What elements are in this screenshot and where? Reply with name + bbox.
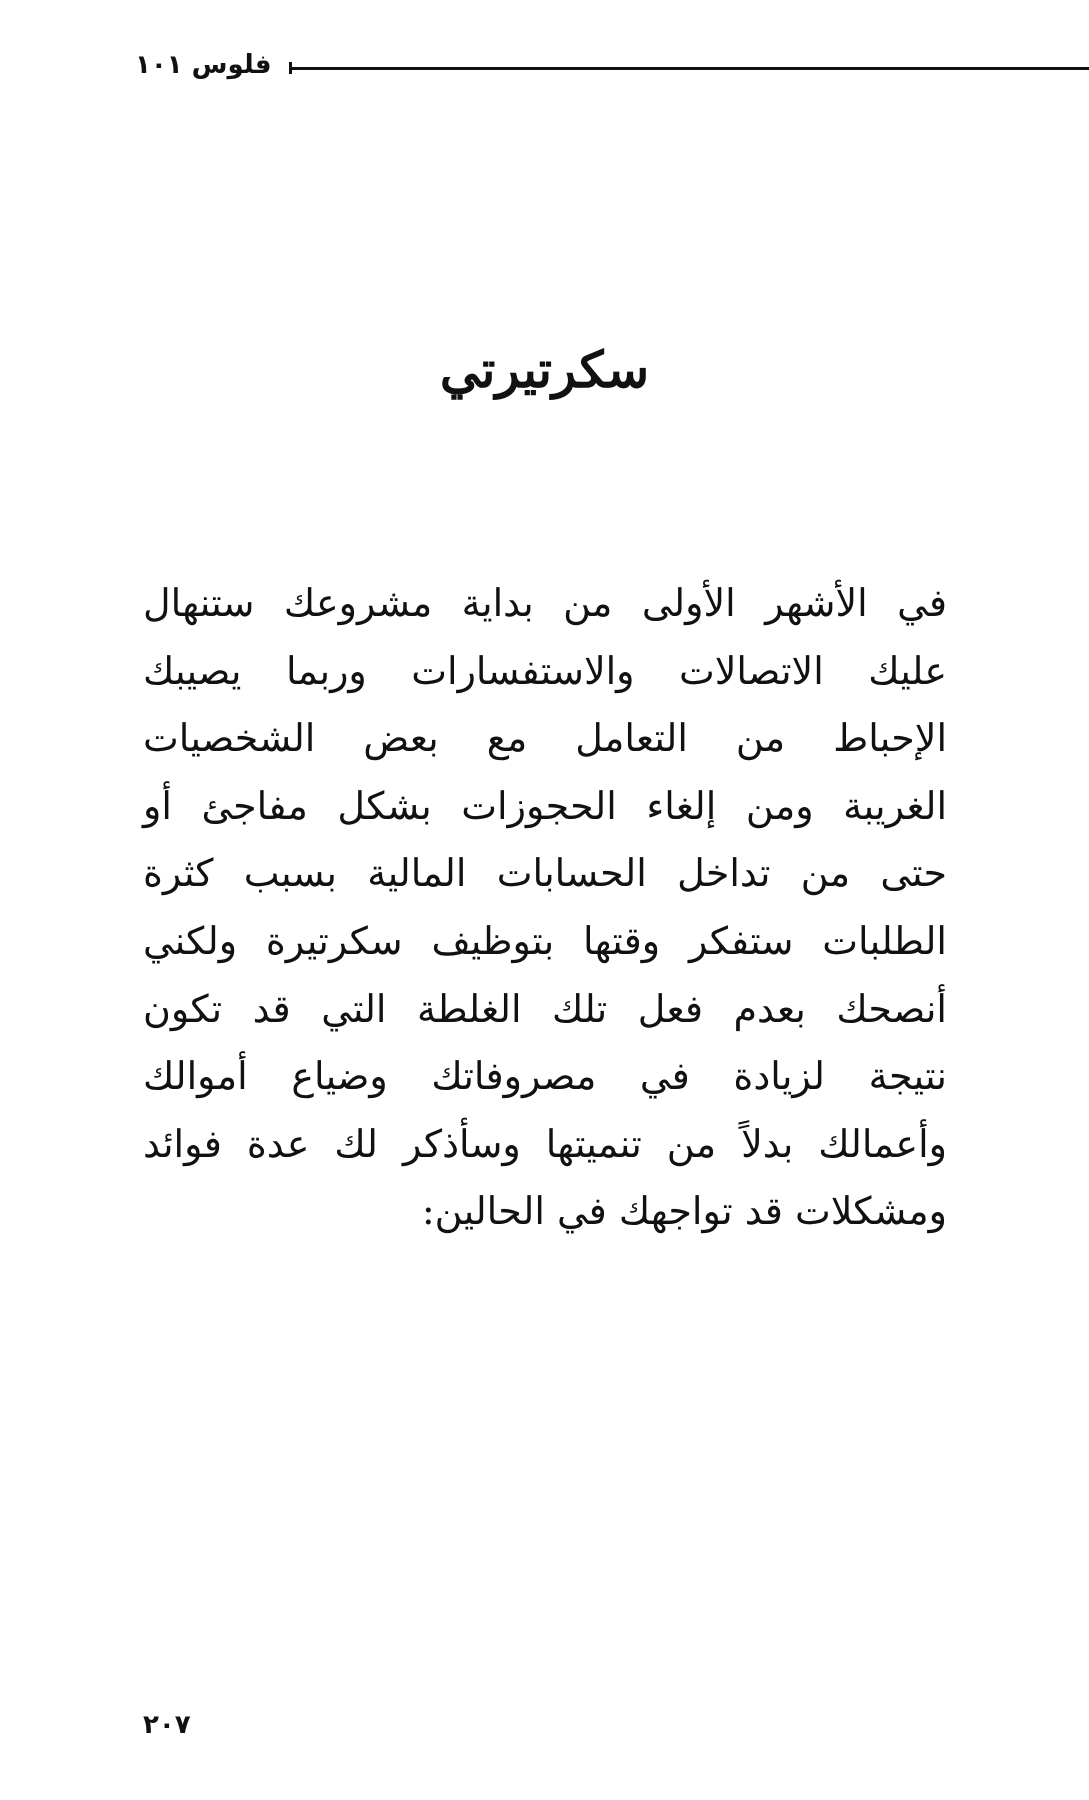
- running-header: [135, 50, 1089, 90]
- text-line: عليك الاتصالات والاستفسارات وربما يصيبك: [143, 648, 947, 693]
- chapter-title: سكرتيرتي: [439, 340, 650, 399]
- text-line: الطلبات ستفكر وقتها بتوظيف سكرتيرة ولكني: [143, 918, 947, 963]
- header-rule-tick: [289, 62, 292, 74]
- text-line: الإحباط من التعامل مع بعض الشخصيات: [143, 716, 947, 761]
- text-line: أنصحك بعدم فعل تلك الغلطة التي قد تكون: [143, 986, 947, 1031]
- running-title: فلوس ١٠١: [135, 50, 272, 80]
- body-text: [143, 570, 947, 1246]
- header-rule: [290, 67, 1089, 70]
- text-line: ومشكلات قد تواجهك في الحالين:: [421, 1189, 947, 1234]
- text-line: في الأشهر الأولى من بداية مشروعك ستنهال: [143, 581, 947, 625]
- page-number: ٢٠٧: [143, 1710, 191, 1740]
- text-line: الغريبة ومن إلغاء الحجوزات بشكل مفاجئ أو: [143, 783, 947, 828]
- text-line: حتى من تداخل الحسابات المالية بسبب كثرة: [143, 851, 947, 896]
- text-line: وأعمالك بدلاً من تنميتها وسأذكر لك عدة فوائد: [143, 1121, 947, 1166]
- text-line: نتيجة لزيادة في مصروفاتك وضياع أموالك: [143, 1054, 947, 1099]
